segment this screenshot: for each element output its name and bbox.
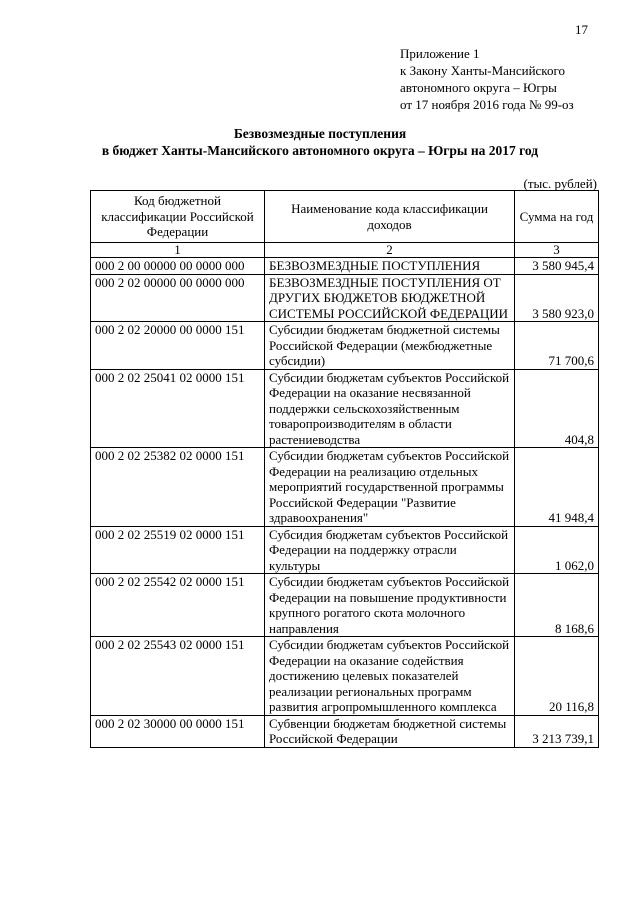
table-row <box>91 715 599 747</box>
cell-code: 000 2 02 20000 00 0000 151 <box>91 322 265 370</box>
cell-sum: 3 580 945,4 <box>515 258 599 275</box>
cell-name: Субсидия бюджетам субъектов Российской Федерации на поддержку отрасли культуры <box>265 526 515 574</box>
column-number: 1 <box>91 243 265 258</box>
table-row <box>91 274 599 322</box>
appendix-line: автономного округа – Югры <box>400 80 557 95</box>
title-line: в бюджет Ханты-Мансийского автономного округа – Югры на 2017 год <box>101 143 539 158</box>
appendix-line: Приложение 1 <box>400 46 480 61</box>
appendix-line: к Закону Ханты-Мансийского <box>400 63 565 78</box>
cell-code: 000 2 02 00000 00 0000 000 <box>91 274 265 322</box>
header-name: Наименование кода классификации доходов <box>265 191 515 243</box>
cell-name: Субсидии бюджетам субъектов Российской Федерации на реализацию отдельных мероприятий государственной программы Российской Федерации "Развитие здравоохранения" <box>265 448 515 527</box>
revenue-table <box>90 190 599 748</box>
table-row <box>91 369 599 448</box>
cell-code: 000 2 02 25041 02 0000 151 <box>91 369 265 448</box>
cell-name: Субсидии бюджетам субъектов Российской Федерации на повышение продуктивности крупного рогатого скота молочного направления <box>265 574 515 637</box>
cell-name: БЕЗВОЗМЕЗДНЫЕ ПОСТУПЛЕНИЯ ОТ ДРУГИХ БЮДЖЕТОВ БЮДЖЕТНОЙ СИСТЕМЫ РОССИЙСКОЙ ФЕДЕРАЦИИ <box>265 274 515 322</box>
cell-sum: 41 948,4 <box>515 448 599 527</box>
cell-name: Субсидии бюджетам бюджетной системы Российской Федерации (межбюджетные субсидии) <box>265 322 515 370</box>
cell-code: 000 2 02 25543 02 0000 151 <box>91 637 265 716</box>
column-number: 3 <box>515 243 599 258</box>
cell-code: 000 2 02 25519 02 0000 151 <box>91 526 265 574</box>
cell-code: 000 2 02 25542 02 0000 151 <box>91 574 265 637</box>
appendix-note <box>400 45 574 113</box>
page-number: 17 <box>575 22 588 37</box>
cell-name: Субсидии бюджетам субъектов Российской Федерации на оказание несвязанной поддержки сельскохозяйственным товаропроизводителям в области растениеводства <box>265 369 515 448</box>
header-sum: Сумма на год <box>515 191 599 243</box>
table-row <box>91 258 599 275</box>
table-row <box>91 322 599 370</box>
column-number: 2 <box>265 243 515 258</box>
cell-name: БЕЗВОЗМЕЗДНЫЕ ПОСТУПЛЕНИЯ <box>265 258 515 275</box>
title-line: Безвозмездные поступления <box>233 126 407 141</box>
document-title <box>0 125 640 159</box>
cell-sum: 404,8 <box>515 369 599 448</box>
cell-sum: 3 213 739,1 <box>515 715 599 747</box>
cell-sum: 1 062,0 <box>515 526 599 574</box>
header-code: Код бюджетной классификации Российской Федерации <box>91 191 265 243</box>
table-row <box>91 448 599 527</box>
cell-sum: 20 116,8 <box>515 637 599 716</box>
cell-code: 000 2 02 25382 02 0000 151 <box>91 448 265 527</box>
table-row <box>91 526 599 574</box>
appendix-line: от 17 ноября 2016 года № 99-оз <box>400 97 574 112</box>
cell-name: Субвенции бюджетам бюджетной системы Российской Федерации <box>265 715 515 747</box>
table-row <box>91 574 599 637</box>
cell-name: Субсидии бюджетам субъектов Российской Федерации на оказание содействия достижению целевых показателей реализации региональных программ развития агропромышленного комплекса <box>265 637 515 716</box>
units-label: (тыс. рублей) <box>523 176 597 191</box>
cell-sum: 71 700,6 <box>515 322 599 370</box>
cell-code: 000 2 02 30000 00 0000 151 <box>91 715 265 747</box>
table-row <box>91 637 599 716</box>
cell-sum: 8 168,6 <box>515 574 599 637</box>
cell-sum: 3 580 923,0 <box>515 274 599 322</box>
cell-code: 000 2 00 00000 00 0000 000 <box>91 258 265 275</box>
